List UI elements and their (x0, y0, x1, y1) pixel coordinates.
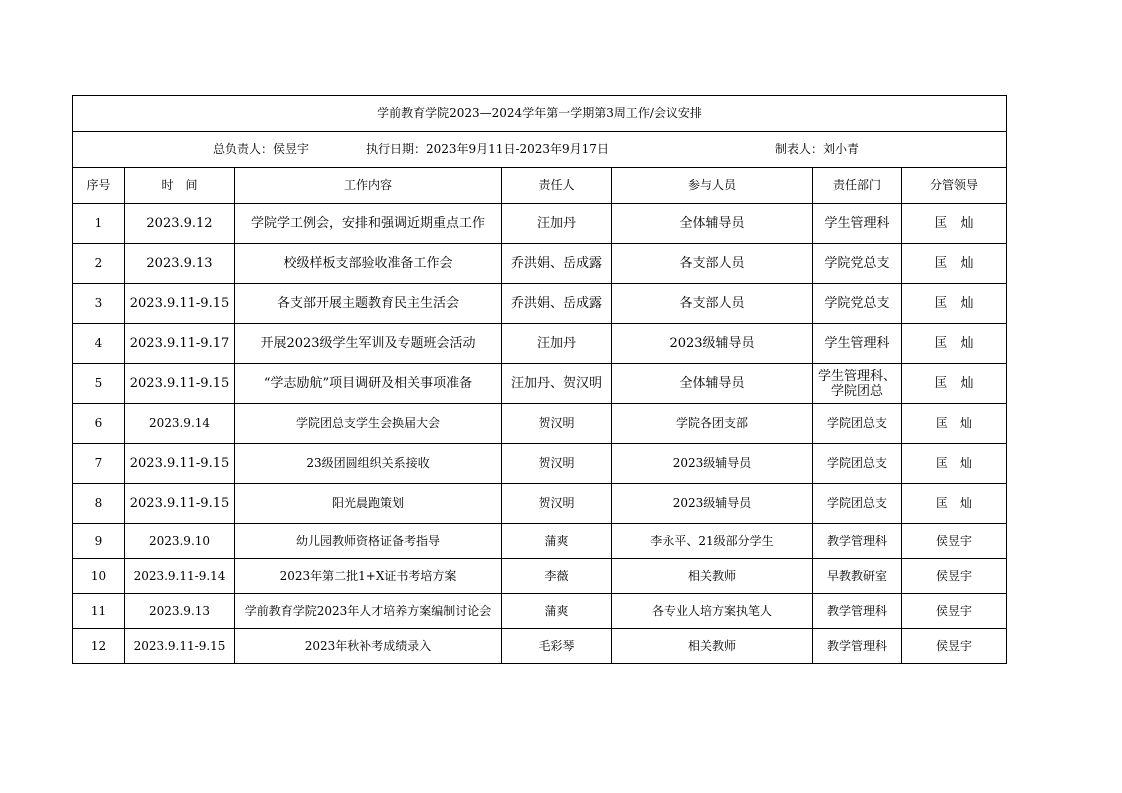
cell-dept: 早教教研室 (813, 559, 902, 594)
header-row (73, 168, 1007, 204)
cell-content: 阳光晨跑策划 (235, 484, 502, 524)
cell-owner: 毛彩琴 (502, 629, 612, 664)
table-row (73, 404, 1007, 444)
leader-label: 总负责人：侯昱宇 (213, 142, 310, 156)
cell-no: 8 (73, 484, 125, 524)
cell-no: 12 (73, 629, 125, 664)
cell-lead: 侯昱宇 (902, 594, 1007, 629)
cell-owner: 汪加丹 (502, 324, 612, 364)
cell-dept: 学院团总支 (813, 444, 902, 484)
cell-no: 9 (73, 524, 125, 559)
cell-no: 6 (73, 404, 125, 444)
cell-owner: 汪加丹 (502, 204, 612, 244)
cell-participants: 各专业人培方案执笔人 (612, 594, 813, 629)
cell-time: 2023.9.11-9.15 (125, 284, 235, 324)
table-row (73, 284, 1007, 324)
header-cell-owner: 责任人 (502, 168, 612, 204)
cell-time: 2023.9.11-9.14 (125, 559, 235, 594)
cell-content: 2023年秋补考成绩录入 (235, 629, 502, 664)
cell-no: 10 (73, 559, 125, 594)
table-row (73, 559, 1007, 594)
cell-content: 各支部开展主题教育民主生活会 (235, 284, 502, 324)
header-cell-no: 序号 (73, 168, 125, 204)
header-cell-participants: 参与人员 (612, 168, 813, 204)
cell-time: 2023.9.11-9.15 (125, 629, 235, 664)
schedule-sheet (72, 95, 1006, 664)
cell-lead: 匡 灿 (902, 244, 1007, 284)
cell-lead: 匡 灿 (902, 444, 1007, 484)
table-row (73, 594, 1007, 629)
cell-owner: 蒲爽 (502, 524, 612, 559)
cell-owner: 李薇 (502, 559, 612, 594)
cell-content: 学院团总支学生会换届大会 (235, 404, 502, 444)
sheet-title: 学前教育学院2023—2024学年第一学期第3周工作/会议安排 (73, 96, 1007, 132)
cell-owner: 贺汉明 (502, 404, 612, 444)
title-row (73, 96, 1007, 132)
cell-dept: 学生管理科 (813, 324, 902, 364)
meta-row (73, 132, 1007, 168)
cell-participants: 全体辅导员 (612, 204, 813, 244)
table-row (73, 484, 1007, 524)
cell-dept: 学生管理科、学院团总 (813, 364, 902, 404)
table-row (73, 244, 1007, 284)
header-cell-dept: 责任部门 (813, 168, 902, 204)
cell-lead: 侯昱宇 (902, 559, 1007, 594)
cell-dept: 教学管理科 (813, 594, 902, 629)
cell-participants: 学院各团支部 (612, 404, 813, 444)
cell-time: 2023.9.11-9.15 (125, 444, 235, 484)
cell-lead: 侯昱宇 (902, 629, 1007, 664)
header-cell-time: 时 间 (125, 168, 235, 204)
cell-lead: 匡 灿 (902, 324, 1007, 364)
cell-time: 2023.9.10 (125, 524, 235, 559)
cell-lead: 匡 灿 (902, 484, 1007, 524)
cell-content: 2023年第二批1+X证书考培方案 (235, 559, 502, 594)
cell-dept: 学院党总支 (813, 244, 902, 284)
table-row (73, 204, 1007, 244)
cell-participants: 2023级辅导员 (612, 484, 813, 524)
cell-content: 幼儿园教师资格证备考指导 (235, 524, 502, 559)
cell-lead: 侯昱宇 (902, 524, 1007, 559)
header-cell-lead: 分管领导 (902, 168, 1007, 204)
cell-participants: 相关教师 (612, 629, 813, 664)
cell-owner: 蒲爽 (502, 594, 612, 629)
cell-time: 2023.9.11-9.15 (125, 364, 235, 404)
cell-no: 3 (73, 284, 125, 324)
cell-owner: 乔洪娟、岳成露 (502, 284, 612, 324)
cell-no: 7 (73, 444, 125, 484)
cell-lead: 匡 灿 (902, 404, 1007, 444)
cell-time: 2023.9.11-9.15 (125, 484, 235, 524)
cell-lead: 匡 灿 (902, 364, 1007, 404)
cell-no: 2 (73, 244, 125, 284)
cell-owner: 汪加丹、贺汉明 (502, 364, 612, 404)
cell-dept: 学生管理科 (813, 204, 902, 244)
cell-lead: 匡 灿 (902, 204, 1007, 244)
cell-dept: 学院党总支 (813, 284, 902, 324)
cell-content: 校级样板支部验收准备工作会 (235, 244, 502, 284)
date-range-label: 执行日期：2023年9月11日-2023年9月17日 (366, 142, 609, 156)
table-row (73, 364, 1007, 404)
cell-no: 5 (73, 364, 125, 404)
cell-no: 11 (73, 594, 125, 629)
cell-participants: 李永平、21级部分学生 (612, 524, 813, 559)
schedule-table (72, 95, 1007, 664)
cell-time: 2023.9.13 (125, 244, 235, 284)
author-label: 制表人：刘小青 (775, 142, 860, 156)
cell-content: 学前教育学院2023年人才培养方案编制讨论会 (235, 594, 502, 629)
table-row (73, 324, 1007, 364)
cell-participants: 相关教师 (612, 559, 813, 594)
cell-no: 4 (73, 324, 125, 364)
cell-time: 2023.9.14 (125, 404, 235, 444)
cell-dept: 教学管理科 (813, 629, 902, 664)
cell-content: 开展2023级学生军训及专题班会活动 (235, 324, 502, 364)
cell-no: 1 (73, 204, 125, 244)
cell-time: 2023.9.11-9.17 (125, 324, 235, 364)
cell-owner: 贺汉明 (502, 444, 612, 484)
cell-participants: 2023级辅导员 (612, 444, 813, 484)
cell-content: “学志励航”项目调研及相关事项准备 (235, 364, 502, 404)
cell-dept: 学院团总支 (813, 484, 902, 524)
cell-lead: 匡 灿 (902, 284, 1007, 324)
cell-owner: 乔洪娟、岳成露 (502, 244, 612, 284)
cell-time: 2023.9.12 (125, 204, 235, 244)
cell-owner: 贺汉明 (502, 484, 612, 524)
table-row (73, 629, 1007, 664)
header-cell-content: 工作内容 (235, 168, 502, 204)
cell-dept: 学院团总支 (813, 404, 902, 444)
cell-participants: 各支部人员 (612, 244, 813, 284)
cell-content: 学院学工例会，安排和强调近期重点工作 (235, 204, 502, 244)
cell-content: 23级团圆组织关系接收 (235, 444, 502, 484)
cell-dept: 教学管理科 (813, 524, 902, 559)
cell-participants: 各支部人员 (612, 284, 813, 324)
cell-time: 2023.9.13 (125, 594, 235, 629)
table-row (73, 444, 1007, 484)
cell-participants: 2023级辅导员 (612, 324, 813, 364)
table-row (73, 524, 1007, 559)
cell-participants: 全体辅导员 (612, 364, 813, 404)
